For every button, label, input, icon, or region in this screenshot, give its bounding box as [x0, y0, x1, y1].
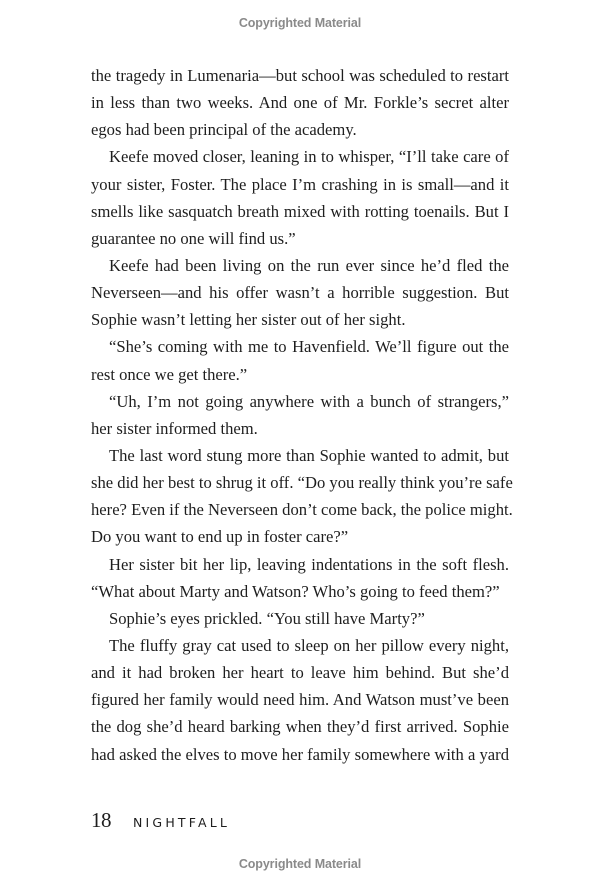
text-line: Neverseen—and his offer wasn’t a horrible suggestion. But — [91, 283, 509, 303]
running-title: NIGHTFALL — [133, 815, 231, 830]
paragraph — [91, 442, 513, 551]
paragraph — [91, 388, 509, 442]
text-line: Sophie wasn’t letting her sister out of her sight. — [91, 310, 406, 330]
text-line: “Uh, I’m not going anywhere with a bunch of strangers,” — [109, 391, 509, 411]
text-line: in less than two weeks. And one of Mr. Forkle’s secret alter — [91, 93, 509, 113]
paragraph — [91, 605, 509, 632]
text-line: here? Even if the Neverseen don’t come back, the police might. — [91, 500, 513, 520]
text-line: she did her best to shrug it off. “Do you really think you’re safe — [91, 473, 513, 493]
text-line: Keefe had been living on the run ever since he’d fled the — [109, 255, 509, 275]
page-number: 18 — [91, 808, 111, 832]
text-line: smells like sasquatch breath mixed with rotting toenails. But I — [91, 201, 509, 221]
paragraph — [91, 143, 509, 252]
text-line: Keefe moved closer, leaning in to whisper, “I’ll take care of — [109, 147, 509, 167]
copyright-watermark-top: Copyrighted Material — [238, 16, 362, 30]
paragraph — [91, 252, 509, 333]
text-line: The fluffy gray cat used to sleep on her pillow every night, — [109, 635, 509, 655]
text-line: guarantee no one will find us.” — [91, 228, 296, 248]
text-line: her sister informed them. — [91, 418, 258, 438]
paragraph — [91, 62, 509, 143]
text-line: had asked the elves to move her family somewhere with a yard — [91, 744, 509, 764]
text-line: Her sister bit her lip, leaving indentations in the soft flesh. — [109, 554, 509, 574]
paragraph — [91, 632, 509, 768]
text-line: Sophie’s eyes prickled. “You still have Marty?” — [109, 608, 425, 628]
page-body — [91, 62, 513, 768]
page-footer — [91, 808, 230, 833]
text-line: egos had been principal of the academy. — [91, 120, 357, 140]
text-line: “What about Marty and Watson? Who’s going to feed them?” — [91, 581, 500, 601]
text-line: The last word stung more than Sophie wanted to admit, but — [109, 445, 509, 465]
text-line: the tragedy in Lumenaria—but school was scheduled to restart — [91, 66, 509, 85]
copyright-watermark-bottom: Copyrighted Material — [238, 857, 362, 871]
text-line: the dog she’d heard barking when they’d first arrived. Sophie — [91, 717, 509, 737]
paragraph — [91, 333, 509, 387]
paragraph — [91, 551, 509, 605]
text-line: rest once we get there.” — [91, 364, 248, 384]
text-line: figured her family would need him. And Watson must’ve been — [91, 690, 509, 710]
text-line: “She’s coming with me to Havenfield. We’ll figure out the — [109, 337, 509, 357]
text-line: your sister, Foster. The place I’m crashing in is small—and it — [91, 174, 509, 194]
text-line: Do you want to end up in foster care?” — [91, 527, 349, 547]
text-line: and it had broken her heart to leave him behind. But she’d — [91, 663, 509, 683]
